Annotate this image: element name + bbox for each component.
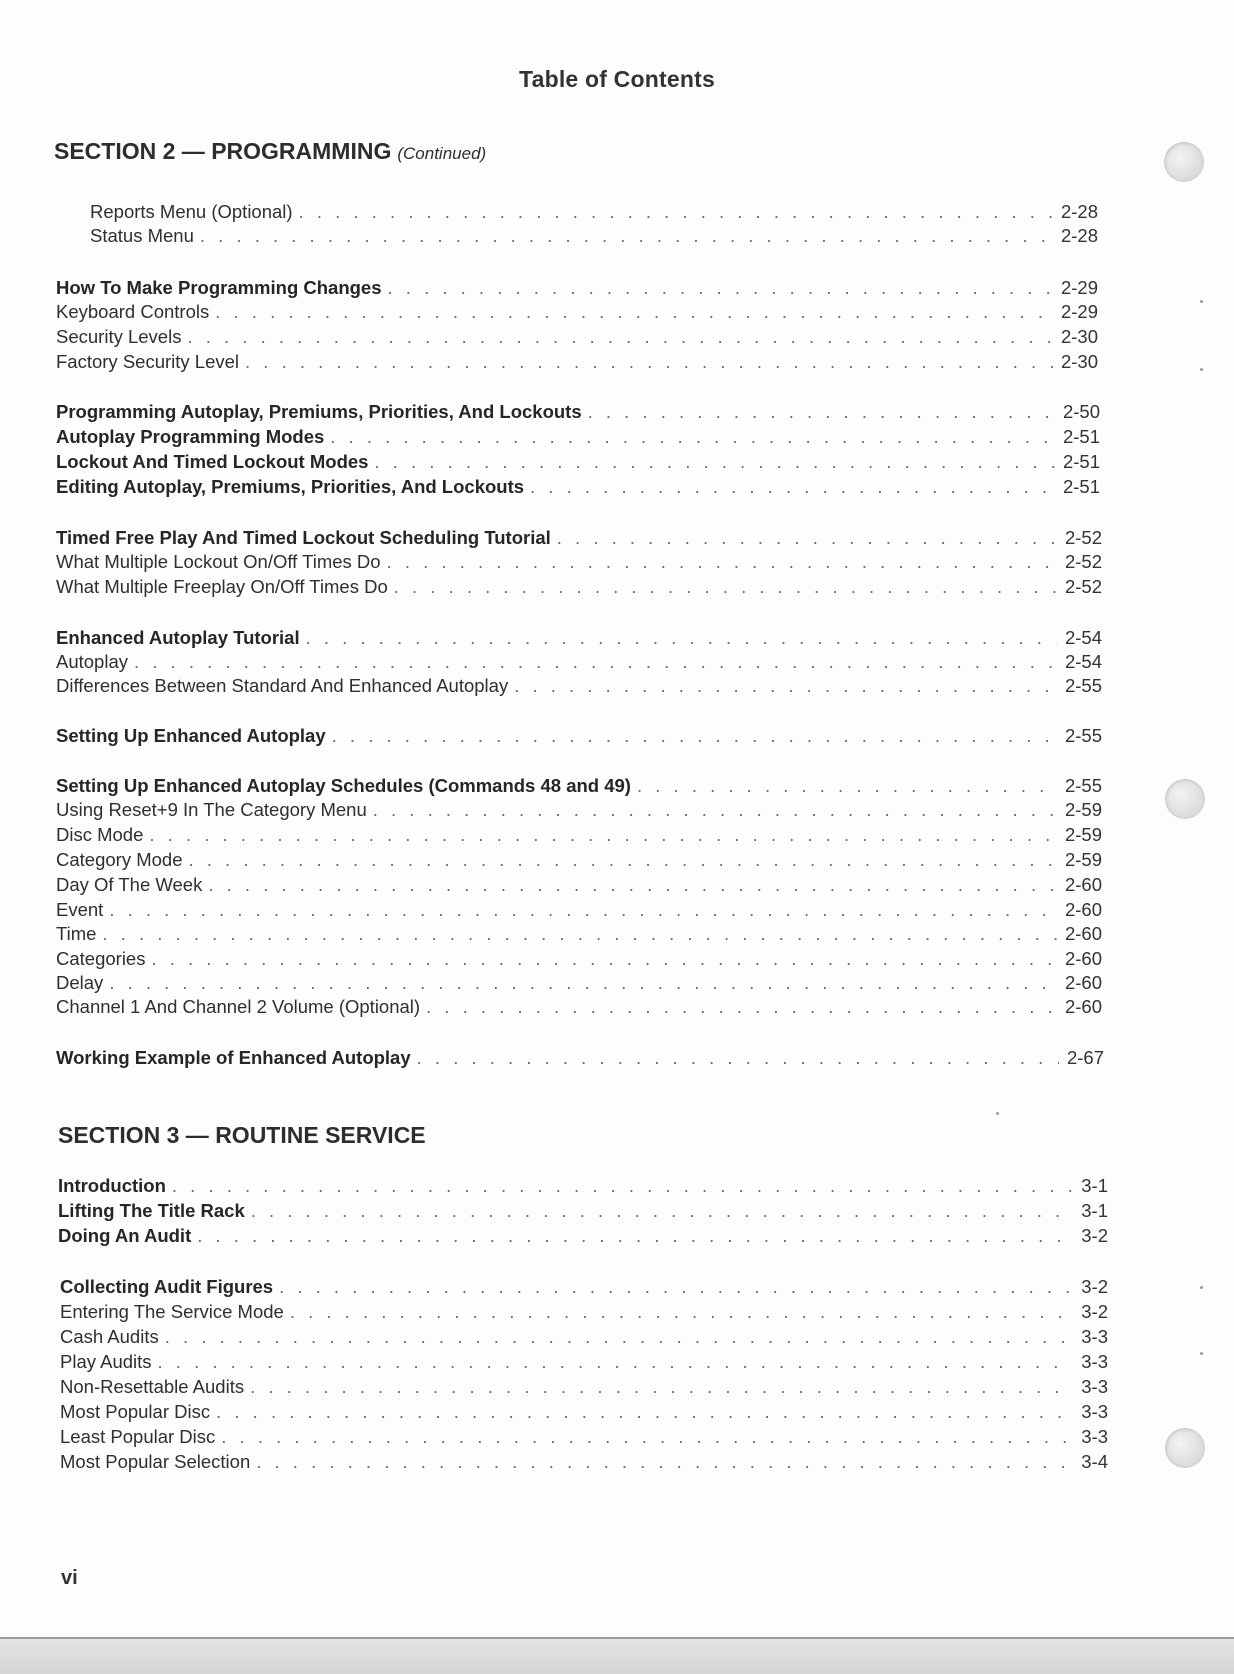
dot-leader xyxy=(165,1325,1074,1349)
scan-speck xyxy=(996,1112,999,1115)
dot-leader xyxy=(637,774,1057,798)
toc-entry xyxy=(90,200,1098,224)
toc-entry-label: Categories xyxy=(56,948,146,969)
toc-entry-page: 3-1 xyxy=(1081,1175,1108,1196)
toc-entry xyxy=(60,1450,1108,1474)
toc-entry-page: 2-59 xyxy=(1064,799,1102,820)
toc-entry-label: Using Reset+9 In The Category Menu xyxy=(56,799,367,820)
dot-leader xyxy=(221,1425,1073,1449)
toc-entry-label: Setting Up Enhanced Autoplay xyxy=(56,725,326,746)
dot-leader xyxy=(332,724,1057,748)
toc-entry-page: 2-60 xyxy=(1064,923,1102,944)
page-number: vi xyxy=(61,1567,78,1589)
toc-entry-label: Day Of The Week xyxy=(56,874,203,895)
dot-leader xyxy=(256,1450,1073,1474)
toc-entry-label: How To Make Programming Changes xyxy=(56,277,382,298)
toc-entry-page: 2-60 xyxy=(1064,874,1102,895)
toc-entry xyxy=(56,947,1102,971)
toc-entry xyxy=(56,626,1102,650)
toc-entry-page: 2-29 xyxy=(1060,301,1098,322)
toc-entry xyxy=(56,425,1100,449)
dot-leader xyxy=(102,922,1057,946)
toc-entry-label: Reports Menu (Optional) xyxy=(90,201,293,222)
toc-entry-label: Working Example of Enhanced Autoplay xyxy=(56,1047,411,1068)
toc-entry-page: 2-55 xyxy=(1064,725,1102,746)
dot-leader xyxy=(216,1400,1073,1424)
toc-entry xyxy=(56,823,1102,847)
toc-entry-page: 2-30 xyxy=(1060,326,1098,347)
toc-entry xyxy=(58,1174,1108,1198)
toc-entry xyxy=(56,650,1102,674)
toc-entry-label: What Multiple Freeplay On/Off Times Do xyxy=(56,576,388,597)
toc-entry-page: 2-51 xyxy=(1062,476,1100,497)
toc-entry-page: 2-60 xyxy=(1064,996,1102,1017)
toc-entry xyxy=(58,1224,1108,1248)
toc-entry-label: Play Audits xyxy=(60,1351,152,1372)
dot-leader xyxy=(200,224,1053,248)
dot-leader xyxy=(245,350,1053,374)
dot-leader xyxy=(306,626,1057,650)
toc-entry xyxy=(56,475,1100,499)
toc-entry xyxy=(56,400,1100,424)
toc-entry-label: Lockout And Timed Lockout Modes xyxy=(56,451,369,472)
dot-leader xyxy=(373,798,1057,822)
toc-entry xyxy=(56,276,1098,300)
toc-entry-page: 2-59 xyxy=(1064,824,1102,845)
toc-entry xyxy=(60,1275,1108,1299)
toc-entry-page: 2-55 xyxy=(1064,675,1102,696)
toc-entry-label: Status Menu xyxy=(90,225,194,246)
dot-leader xyxy=(149,823,1057,847)
dot-leader xyxy=(557,526,1057,550)
toc-entry-label: Channel 1 And Channel 2 Volume (Optional) xyxy=(56,996,421,1017)
toc-entry-page: 3-3 xyxy=(1081,1376,1108,1397)
page-title: Table of Contents xyxy=(519,66,715,92)
toc-entry-page: 2-60 xyxy=(1064,899,1102,920)
punch-hole-bottom xyxy=(1165,1428,1205,1468)
toc-entry xyxy=(60,1325,1108,1349)
toc-entry xyxy=(56,325,1098,349)
dot-leader xyxy=(299,200,1053,224)
toc-entry-page: 3-3 xyxy=(1081,1401,1108,1422)
toc-entry-label: Timed Free Play And Timed Lockout Scheduling Tutorial xyxy=(56,527,551,548)
dot-leader xyxy=(388,276,1053,300)
toc-entry xyxy=(56,848,1102,872)
toc-entry-label: Delay xyxy=(56,972,104,993)
toc-entry xyxy=(56,922,1102,946)
toc-entry-label: Most Popular Disc xyxy=(60,1401,211,1422)
toc-entry-page: 2-52 xyxy=(1064,527,1102,548)
toc-entry xyxy=(60,1350,1108,1374)
toc-entry-page: 2-51 xyxy=(1062,426,1100,447)
toc-entry-page: 3-1 xyxy=(1081,1200,1108,1221)
dot-leader xyxy=(514,674,1057,698)
section-2-heading xyxy=(54,138,486,165)
toc-entry xyxy=(56,873,1102,897)
toc-entry xyxy=(60,1425,1108,1449)
dot-leader xyxy=(215,300,1053,324)
toc-entry-label: Differences Between Standard And Enhanced Autoplay xyxy=(56,675,509,696)
toc-entry-page: 2-54 xyxy=(1064,651,1102,672)
toc-entry-label: Editing Autoplay, Premiums, Priorities, And Lockouts xyxy=(56,476,525,497)
toc-entry xyxy=(58,1199,1108,1223)
toc-entry-page: 3-2 xyxy=(1081,1276,1108,1297)
toc-entry-label: Programming Autoplay, Premiums, Priorities, And Lockouts xyxy=(56,401,582,422)
dot-leader xyxy=(588,400,1055,424)
scan-speck xyxy=(1200,368,1203,371)
dot-leader xyxy=(374,450,1055,474)
dot-leader xyxy=(426,995,1057,1019)
dot-leader xyxy=(394,575,1057,599)
continued-note: (Continued) xyxy=(397,144,487,163)
toc-entry-page: 3-4 xyxy=(1081,1451,1108,1472)
scan-speck xyxy=(1200,1352,1203,1355)
dot-leader xyxy=(530,475,1055,499)
toc-entry xyxy=(56,526,1102,550)
toc-entry xyxy=(56,575,1102,599)
dot-leader xyxy=(109,898,1057,922)
toc-entry xyxy=(60,1400,1108,1424)
toc-entry-label: Event xyxy=(56,899,104,920)
dot-leader xyxy=(134,650,1057,674)
toc-entry-label: Lifting The Title Rack xyxy=(58,1200,245,1221)
toc-entry-page: 3-2 xyxy=(1081,1301,1108,1322)
punch-hole-middle xyxy=(1165,779,1205,819)
toc-entry-label: Least Popular Disc xyxy=(60,1426,216,1447)
toc-entry-page: 3-3 xyxy=(1081,1351,1108,1372)
dot-leader xyxy=(290,1300,1073,1324)
toc-entry-page: 2-54 xyxy=(1064,627,1102,648)
toc-entry-label: Most Popular Selection xyxy=(60,1451,251,1472)
toc-entry-label: Keyboard Controls xyxy=(56,301,210,322)
toc-entry-page: 2-59 xyxy=(1064,849,1102,870)
dot-leader xyxy=(109,971,1057,995)
toc-entry xyxy=(56,774,1102,798)
section-3-title: SECTION 3 — ROUTINE SERVICE xyxy=(58,1122,426,1148)
toc-entry xyxy=(56,898,1102,922)
dot-leader xyxy=(151,947,1057,971)
toc-entry-label: Autoplay xyxy=(56,651,128,672)
toc-entry-page: 2-60 xyxy=(1064,948,1102,969)
toc-entry-label: Security Levels xyxy=(56,326,182,347)
toc-entry-page: 2-55 xyxy=(1064,775,1102,796)
toc-entry-page: 2-50 xyxy=(1062,401,1100,422)
dot-leader xyxy=(208,873,1057,897)
toc-entry-page: 2-28 xyxy=(1060,225,1098,246)
toc-entry xyxy=(56,798,1102,822)
toc-entry-label: Entering The Service Mode xyxy=(60,1301,284,1322)
toc-entry-label: Introduction xyxy=(58,1175,166,1196)
toc-entry-label: Enhanced Autoplay Tutorial xyxy=(56,627,300,648)
scan-speck xyxy=(1200,1286,1203,1289)
dot-leader xyxy=(172,1174,1073,1198)
toc-entry xyxy=(60,1300,1108,1324)
dot-leader xyxy=(279,1275,1073,1299)
toc-entry-label: Time xyxy=(56,923,97,944)
toc-entry-label: Disc Mode xyxy=(56,824,144,845)
toc-entry-page: 2-52 xyxy=(1064,576,1102,597)
toc-entry xyxy=(56,971,1102,995)
toc-entry-page: 3-3 xyxy=(1081,1326,1108,1347)
toc-entry xyxy=(56,450,1100,474)
toc-entry xyxy=(56,550,1102,574)
dot-leader xyxy=(330,425,1055,449)
dot-leader xyxy=(387,550,1057,574)
dot-leader xyxy=(250,1375,1073,1399)
toc-entry xyxy=(56,1046,1104,1070)
toc-entry-label: What Multiple Lockout On/Off Times Do xyxy=(56,551,381,572)
scan-speck xyxy=(1200,300,1203,303)
section-2-title: SECTION 2 — PROGRAMMING xyxy=(54,138,392,164)
toc-entry-page: 2-30 xyxy=(1060,351,1098,372)
toc-entry xyxy=(90,224,1098,248)
toc-entry-page: 2-51 xyxy=(1062,451,1100,472)
toc-entry xyxy=(56,674,1102,698)
section-3-heading xyxy=(58,1122,426,1149)
toc-entry-page: 2-60 xyxy=(1064,972,1102,993)
dot-leader xyxy=(417,1046,1059,1070)
toc-entry-label: Setting Up Enhanced Autoplay Schedules (Commands 48 and 49) xyxy=(56,775,631,796)
toc-entry-page: 3-3 xyxy=(1081,1426,1108,1447)
toc-entry xyxy=(56,300,1098,324)
toc-entry xyxy=(56,995,1102,1019)
toc-entry-page: 3-2 xyxy=(1081,1225,1108,1246)
dot-leader xyxy=(158,1350,1074,1374)
scan-bottom-edge xyxy=(0,1637,1234,1674)
toc-entry-page: 2-28 xyxy=(1060,201,1098,222)
toc-entry-label: Category Mode xyxy=(56,849,183,870)
toc-entry-label: Non-Resettable Audits xyxy=(60,1376,245,1397)
dot-leader xyxy=(188,848,1056,872)
toc-entry xyxy=(56,724,1102,748)
punch-hole-top xyxy=(1164,142,1204,182)
toc-entry xyxy=(60,1375,1108,1399)
toc-entry-label: Autoplay Programming Modes xyxy=(56,426,325,447)
dot-leader xyxy=(187,325,1053,349)
toc-entry-page: 2-52 xyxy=(1064,551,1102,572)
toc-entry-label: Doing An Audit xyxy=(58,1225,192,1246)
toc-entry-label: Cash Audits xyxy=(60,1326,159,1347)
toc-entry-page: 2-29 xyxy=(1060,277,1098,298)
dot-leader xyxy=(197,1224,1073,1248)
toc-entry-label: Factory Security Level xyxy=(56,351,240,372)
dot-leader xyxy=(251,1199,1074,1223)
toc-entry-label: Collecting Audit Figures xyxy=(60,1276,274,1297)
toc-entry-page: 2-67 xyxy=(1066,1047,1104,1068)
toc-entry xyxy=(56,350,1098,374)
